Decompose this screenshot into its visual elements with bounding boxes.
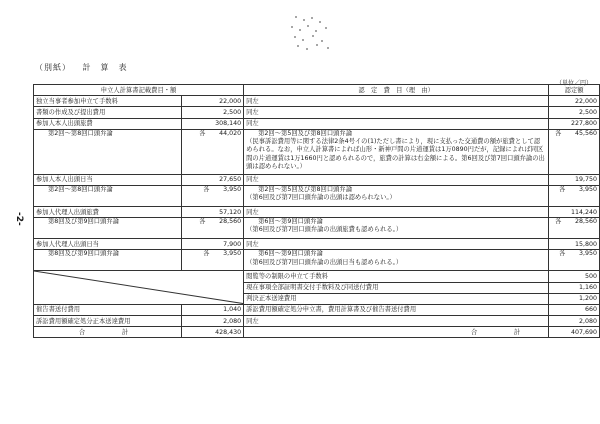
claim-amount: 22,000 [182, 96, 244, 107]
approved-reason: 閲覧等の制限の申立て手数料 [244, 271, 549, 282]
approved-amount: 各 45,560 [549, 129, 600, 174]
reason-note: （第6回及び第7回口頭弁論の出頭は認められない。） [246, 194, 396, 202]
diagonal-strike-line [34, 271, 243, 304]
claim-subitem: 第2回～第8回口頭弁論 [34, 185, 182, 206]
approved-reason: 同左 [244, 206, 549, 217]
reason-note: （第6回及び第7回口頭弁論の出頭日当も認められる。） [246, 258, 403, 266]
reason-main: 第2回～第5回及び第8回口頭弁論 [258, 129, 353, 137]
claim-amount: 各 44,020 [182, 129, 244, 174]
table-row [34, 250, 600, 271]
table-row [34, 185, 600, 206]
claim-item: 書類の作成及び提出費用 [34, 107, 182, 118]
approved-amount: 227,800 [549, 118, 600, 129]
table-row [34, 304, 600, 315]
claim-item: 参加人代理人出頭旅費 [34, 206, 182, 217]
approved-reason: 同左 [244, 239, 549, 250]
table-row [34, 239, 600, 250]
unit-label: （単位／円） [555, 80, 592, 87]
approved-reason [244, 129, 549, 174]
approved-amount: 1,200 [549, 293, 600, 304]
approved-reason: 同左 [244, 107, 549, 118]
table-row [34, 96, 600, 107]
total-claim-amount: 428,430 [182, 327, 244, 338]
claim-subitem: 第2回～第8回口頭弁論 [34, 129, 182, 174]
column-header-amount: 認定額 [549, 85, 600, 96]
approved-reason: 判決正本送達費用 [244, 293, 549, 304]
claim-item: 参加人代理人出頭日当 [34, 239, 182, 250]
approved-reason [244, 185, 549, 206]
approved-reason: 訴訟費用額確定処分申立書，費用計算書及び催告書送付費用 [244, 304, 549, 315]
approved-amount: 2,500 [549, 107, 600, 118]
claim-amount: 57,120 [182, 206, 244, 217]
reason-main: 第6回～第9回口頭弁論 [258, 250, 323, 258]
reason-note: （第6回及び第7回口頭弁論の出頭旅費も認められる。） [246, 226, 403, 234]
column-header-claim: 申立人計算書記載費目・額 [34, 85, 244, 96]
claim-amount: 2,080 [182, 316, 244, 327]
claim-item: 参加人本人出頭日当 [34, 174, 182, 185]
claim-amount: 1,040 [182, 304, 244, 315]
approved-amount: 各 3,950 [549, 250, 600, 271]
approved-amount: 1,160 [549, 282, 600, 293]
column-header-approved: 認 定 費 目（理 由） [244, 85, 549, 96]
approved-amount: 2,080 [549, 316, 600, 327]
page-number: -2- [14, 212, 24, 226]
claim-item: 参加人本人出頭旅費 [34, 118, 182, 129]
approved-amount: 500 [549, 271, 600, 282]
claim-amount: 2,500 [182, 107, 244, 118]
approved-amount: 114,240 [549, 206, 600, 217]
approved-amount: 660 [549, 304, 600, 315]
table-row [34, 316, 600, 327]
reason-main: 第2回～第5回及び第8回口頭弁論 [258, 185, 353, 193]
total-approved-amount: 407,690 [549, 327, 600, 338]
claim-amount: 7,900 [182, 239, 244, 250]
claim-subitem: 第8回及び第9回口頭弁論 [34, 218, 182, 239]
approved-reason: 同左 [244, 174, 549, 185]
approved-reason [244, 218, 549, 239]
document-header [35, 62, 128, 73]
approved-reason: 現在事項全部証明書交付手数料及び同送付費用 [244, 282, 549, 293]
table-row [34, 174, 600, 185]
reason-main: 第6回～第9回口頭弁論 [258, 218, 323, 226]
table-row [34, 107, 600, 118]
claim-subitem: 第8回及び第9回口頭弁論 [34, 250, 182, 271]
claim-amount: 各 3,950 [182, 250, 244, 271]
approved-reason: 同左 [244, 316, 549, 327]
table-row [34, 206, 600, 217]
page-title: 計 算 表 [82, 63, 128, 72]
total-label-approved: 合 計 [244, 327, 549, 338]
approved-amount: 各 28,560 [549, 218, 600, 239]
table-header-row [34, 85, 600, 96]
official-seal-stamp [285, 14, 335, 54]
calculation-table [33, 84, 600, 338]
claim-item: 催告書送付費用 [34, 304, 182, 315]
approved-amount: 19,750 [549, 174, 600, 185]
claim-item: 訴訟費用額確定処分正本送達費用 [34, 316, 182, 327]
claim-amount: 各 3,950 [182, 185, 244, 206]
claim-amount: 各 28,560 [182, 218, 244, 239]
approved-amount: 各 3,950 [549, 185, 600, 206]
total-label-claim: 合 計 [34, 327, 182, 338]
crossed-out-claim-cell [34, 271, 244, 305]
approved-reason: 同左 [244, 96, 549, 107]
table-row [34, 271, 600, 282]
approved-reason [244, 250, 549, 271]
table-row [34, 118, 600, 129]
approved-amount: 15,800 [549, 239, 600, 250]
claim-item: 独立当事者参加申立て手数料 [34, 96, 182, 107]
table-row [34, 218, 600, 239]
approved-reason: 同左 [244, 118, 549, 129]
total-row [34, 327, 600, 338]
claim-amount: 27,650 [182, 174, 244, 185]
claim-amount: 308,140 [182, 118, 244, 129]
approved-amount: 22,000 [549, 96, 600, 107]
reason-note: （民事訴訟費用等に関する法律2条4号イの(1)ただし書により，現に支払った交通費の額が旅費として認められる。なお，申立人計算書によれば山形・新神戸間の片道運賃は1万0890円だが，記録によれば同区間の片道運賃は1万1660円と認められるので，旅費の計算は右金額による。第6回及び第7回口頭弁論の出頭は認められない。） [246, 138, 545, 170]
annex-label: （別紙） [35, 63, 71, 72]
table-row [34, 129, 600, 174]
